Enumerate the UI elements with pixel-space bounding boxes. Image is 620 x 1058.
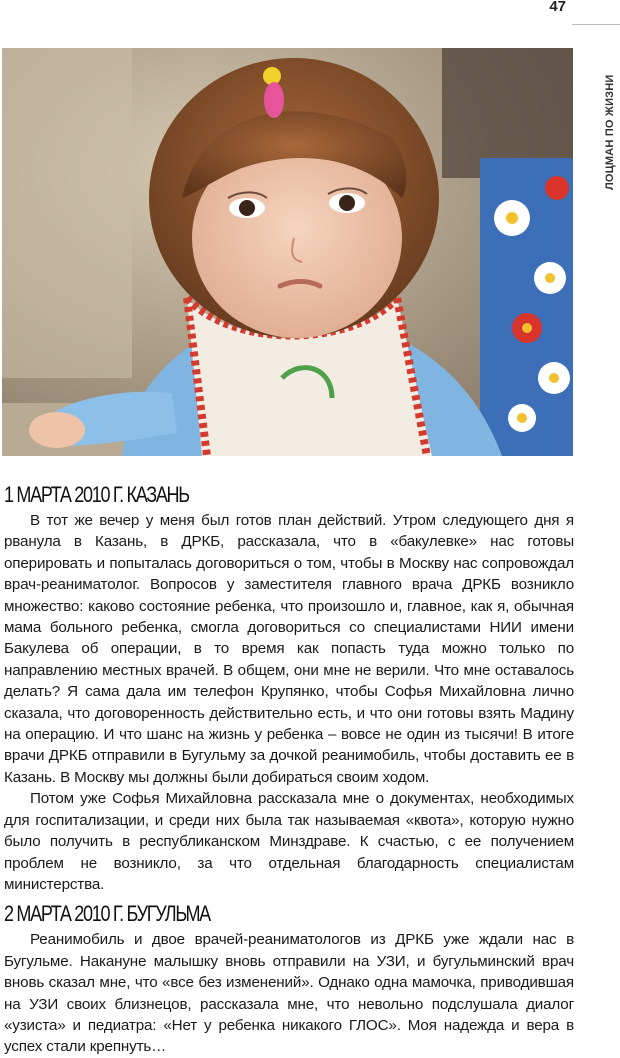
- child-photo-icon: [2, 48, 573, 456]
- page-number: 47: [549, 0, 566, 15]
- paragraph: Реанимобиль и двое врачей-реаниматологов из ДРКБ уже ждали нас в Бугульме. Накануне малышку вновь отправили на УЗИ, и бугульминский врач вновь сказал мне, что «все без изменений». Однако одна мамочка, приводившая на УЗИ своих близнецов, рассказала мне, что невольно подслушала диалог «узиста» и педиатра: «Нет у ребенка никакого ГЛОС». Моя надежда и вера в успех стали крепнуть…: [4, 931, 574, 1056]
- section-heading: 1 МАРТА 2010 Г. КАЗАНЬ: [4, 482, 189, 507]
- section-side-label: ЛОЦМАН ПО ЖИЗНИ: [604, 74, 616, 190]
- article: [4, 480, 574, 1058]
- section-heading: 2 МАРТА 2010 Г. БУГУЛЬМА: [4, 901, 210, 927]
- child-photo: [2, 48, 573, 456]
- paragraph: Потом уже Софья Михайловна рассказала мне о документах, необходимых для госпитализации, и среди них была так называемая «квота», которую нужно было получить в республиканском Минздраве. К счастью, с ее получением проблем не возникло, за что отдельная благодарность специалистам министерства.: [4, 790, 574, 893]
- paragraph: В тот же вечер у меня был готов план действий. Утром следующего дня я рванула в Казань, в ДРКБ, рассказала, что в «бакулевке» нас готовы оперировать и попыталась договориться о том, чтобы в Москву нас сопровождал врач-реаниматолог. Вопросов у заместителя главного врача ДРКБ возникло множество: каково состояние ребенка, что произошло и, главное, как я, обычная мама больного ребенка, смогла договориться со специалистами НИИ имени Бакулева об операции, в то время как попасть туда можно только по направлению местных врачей. В общем, они мне не верили. Что мне оставалось делать? Я сама дала им телефон Крупянко, чтобы Софья Михайловна лично сказала, что договоренность действительно есть, и что они готовы взять Мадину на операцию. И что шанс на жизнь у ребенка – вовсе не один из тысячи! В итоге врачи ДРКБ отправили в Бугульму за дочкой реанимобиль, чтобы доставить ее в Казань. В Москву мы должны были добираться своим ходом.: [4, 512, 574, 786]
- header-rule: [572, 24, 620, 25]
